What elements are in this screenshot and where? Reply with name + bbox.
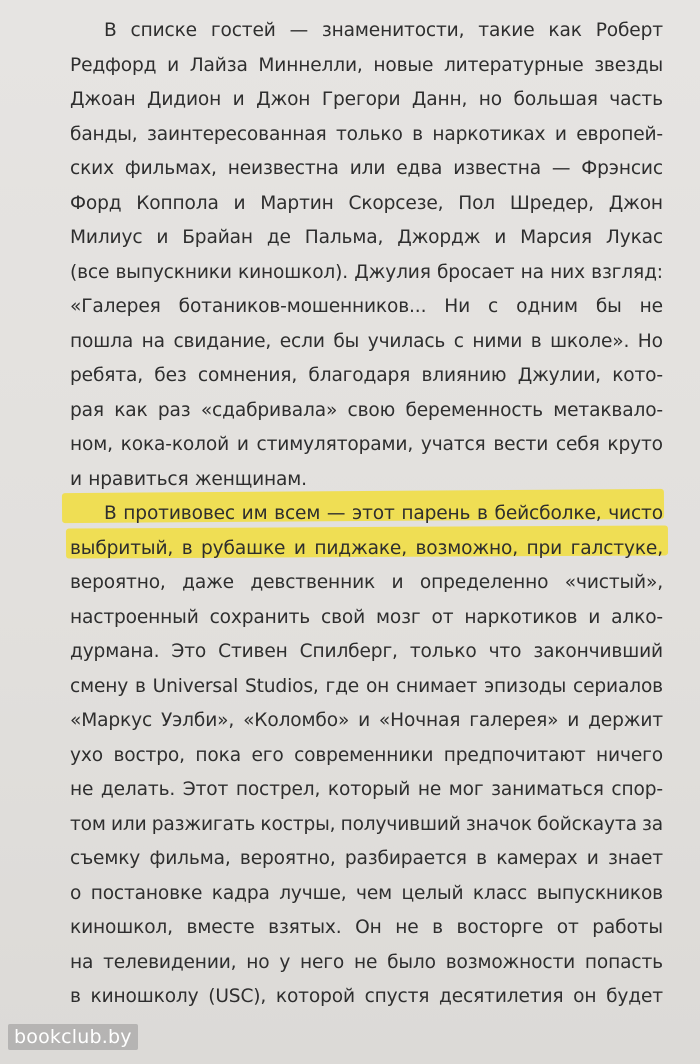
text-line: киношкол, вместе взятых. Он не в восторге от работы [70,917,663,938]
text-line: смену в Universal Studios, где он снимает эпизоды сериалов [70,675,663,697]
text-line: Джоан Дидион и Джон Грегори Данн, но большая часть [70,89,663,110]
text-line: настроенный сохранить свой мозг от наркотиков и алко- [70,606,663,628]
text-line: «Галерея ботаников-мошенников... Ни с одним бы не [70,296,663,317]
text-line: Редфорд и Лайза Миннелли, новые литературные звезды [70,54,663,76]
text-line: ухо востро, пока его современники предпочитают ничего [70,744,663,766]
text-line: съемку фильма, вероятно, разбирается в камерах и знает [70,848,663,869]
page-text [70,14,663,1015]
text-line: (все выпускники киношкол). Джулия бросает на них взгляд: [70,261,663,283]
text-line: в киношколу (USC), которой спустя десятилетия он будет [70,986,663,1007]
text-line: Милиус и Брайан де Пальма, Джордж и Марсия Лукас [70,227,663,248]
text-line: ских фильмах, неизвестна или едва известна — Фрэнсис [70,158,663,179]
text-line: ребята, без сомнения, благодаря влиянию Джулии, кото- [70,365,663,386]
text-line: и нравиться женщинам. [70,468,307,490]
text-line: о постановке кадра лучше, чем целый класс выпускников [70,882,663,904]
text-line: банды, заинтересованная только в наркотиках и европей- [70,123,663,145]
highlighted-text-line: В противовес им всем — этот парень в бейсболке, чисто [104,503,663,524]
watermark: bookclub.by [8,1024,138,1050]
text-line: на телевидении, но у него не было возможности попасть [70,951,663,973]
text-line: В списке гостей — знаменитости, такие как Роберт [104,20,663,41]
text-line: не делать. Этот пострел, который не мог заниматься спор- [70,779,663,800]
text-line: дурмана. Это Стивен Спилберг, только что закончивший [70,641,663,662]
text-line: вероятно, даже девственник и определенно «чистый», [70,572,663,593]
text-line: ном, кока-колой и стимуляторами, учатся вести себя круто [70,434,663,455]
highlighted-text-line: выбритый, в рубашке и пиджаке, возможно, при галстуке, [70,537,663,559]
text-line: том или разжигать костры, получивший значок бойскаута за [70,813,663,835]
text-line: пошла на свидание, если бы училась с ними в школе». Но [70,330,663,352]
text-line: Форд Коппола и Мартин Скорсезе, Пол Шредер, Джон [70,192,663,214]
text-line: рая как раз «сдабривала» свою беременность метаквало- [70,399,663,421]
text-line: «Маркус Уэлби», «Коломбо» и «Ночная галерея» и держит [70,710,663,731]
